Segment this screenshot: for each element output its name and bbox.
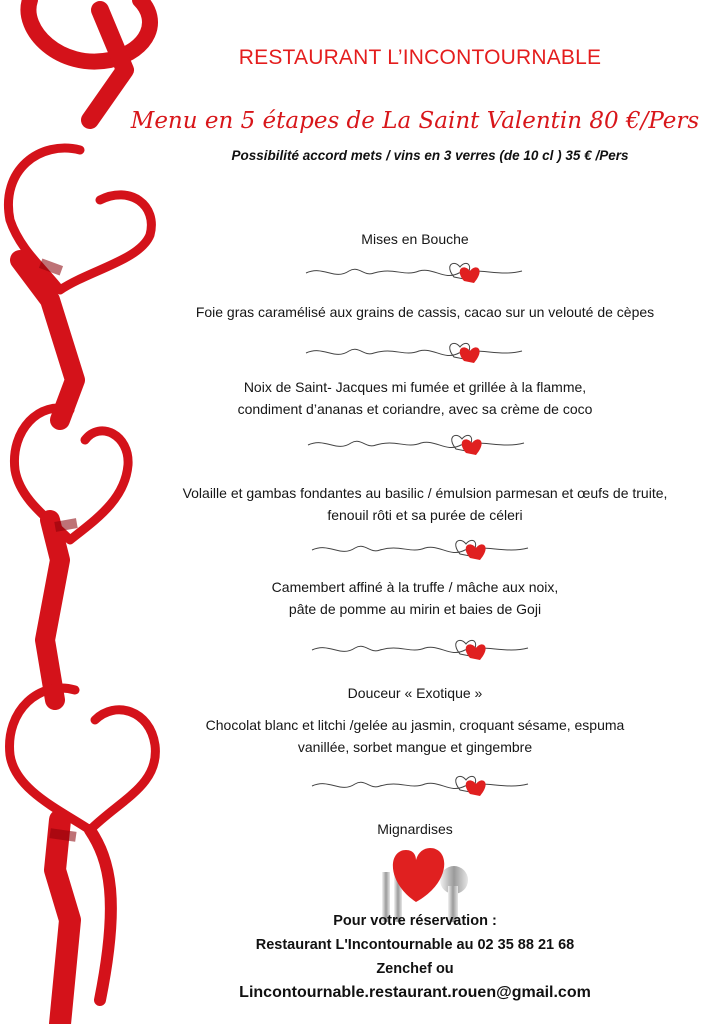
swirl-heart-divider <box>304 335 524 369</box>
swirl-heart-divider <box>304 255 524 289</box>
reservation-zenchef: Zenchef ou <box>376 961 454 977</box>
course-camembert <box>150 576 680 620</box>
course-volaille-gambas <box>130 482 720 526</box>
course-line: Chocolat blanc et litchi /gelée au jasmin, croquant sésame, espuma <box>205 717 625 733</box>
course-line: fenouil rôti et sa purée de céleri <box>327 507 523 523</box>
course-line: condiment d’ananas et coriandre, avec sa crème de coco <box>237 401 593 417</box>
course-saint-jacques <box>150 376 680 420</box>
reservation-heading: Pour votre réservation : <box>333 913 497 929</box>
course-foie-gras <box>140 301 710 323</box>
course-line: Mises en Bouche <box>361 231 469 247</box>
reservation-block <box>150 909 680 1005</box>
course-mignardises <box>150 818 680 840</box>
course-line: vanillée, sorbet mangue et gingembre <box>297 739 533 755</box>
menu-title: Menu en 5 étapes de La Saint Valentin 80 €/Pers <box>130 108 700 134</box>
swirl-heart-divider <box>310 768 530 802</box>
course-line: Douceur « Exotique » <box>347 685 483 701</box>
course-line: Mignardises <box>377 821 453 837</box>
course-mises-en-bouche <box>150 228 680 250</box>
wine-pairing-note: Possibilité accord mets / vins en 3 verres (de 10 cl ) 35 € /Pers <box>231 148 629 163</box>
swirl-heart-divider <box>310 632 530 666</box>
course-line: Foie gras caramélisé aux grains de cassis, cacao sur un velouté de cèpes <box>195 304 655 320</box>
swirl-heart-divider <box>310 532 530 566</box>
course-douceur-exotique <box>150 682 680 704</box>
course-chocolat-litchi <box>150 714 680 758</box>
restaurant-title: RESTAURANT L’INCONTOURNABLE <box>238 46 602 69</box>
reservation-email[interactable]: Lincontournable.restaurant.rouen@gmail.com <box>239 984 591 1001</box>
course-line: Volaille et gambas fondantes au basilic / émulsion parmesan et œufs de truite, <box>182 485 668 501</box>
course-line: Noix de Saint- Jacques mi fumée et grillée à la flamme, <box>243 379 587 395</box>
course-line: Camembert affiné à la truffe / mâche aux noix, <box>271 579 559 595</box>
swirl-heart-divider <box>306 427 526 461</box>
course-line: pâte de pomme au mirin et baies de Goji <box>288 601 542 617</box>
reservation-phone: Restaurant L'Incontournable au 02 35 88 21 68 <box>255 937 575 953</box>
